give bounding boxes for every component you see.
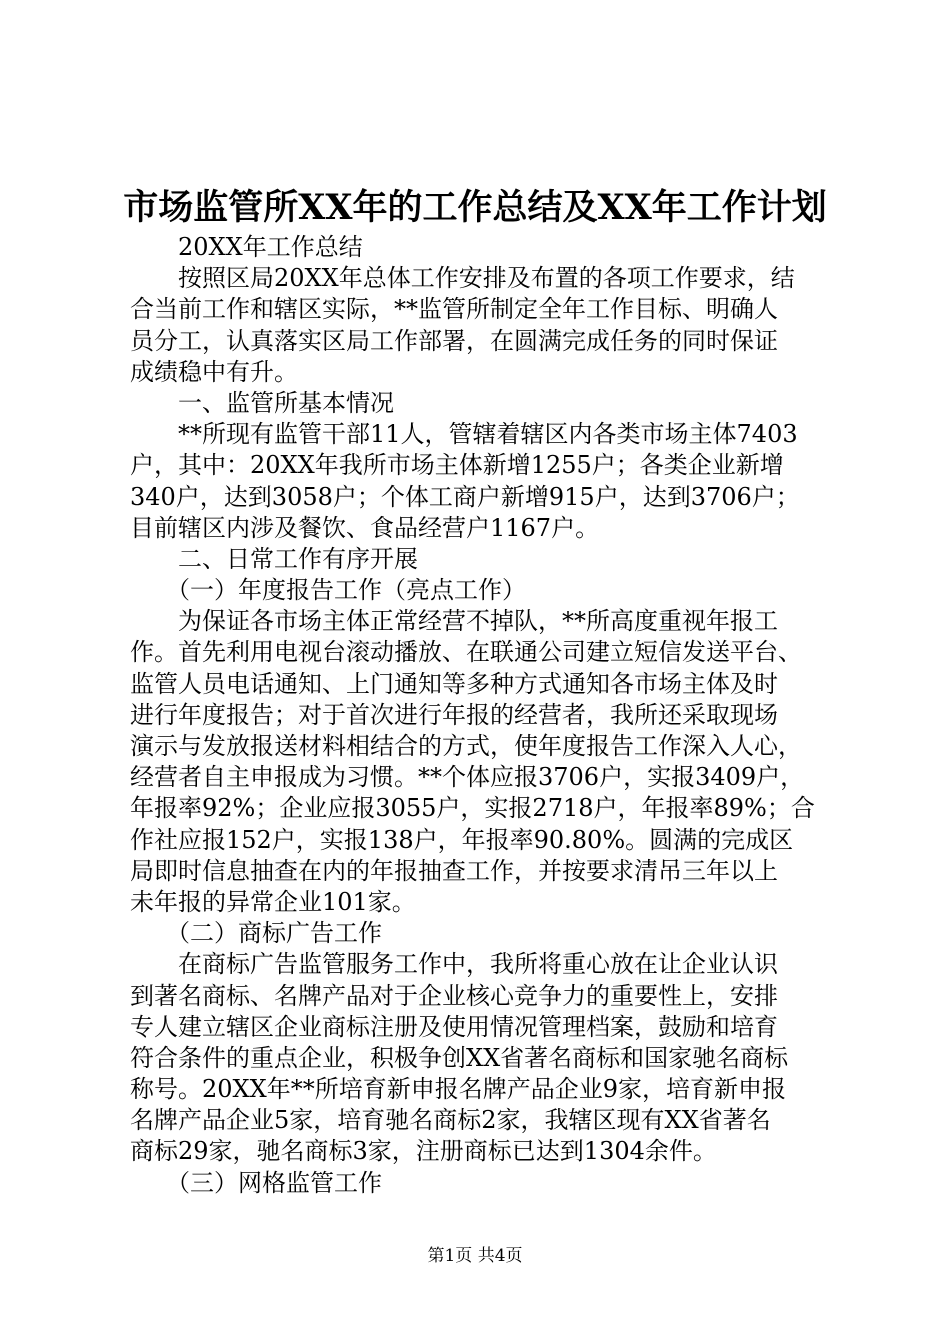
body-line: 在商标广告监管服务工作中，我所将重心放在让企业认识 (130, 950, 778, 979)
section-heading: 一、监管所基本情况 (130, 388, 394, 417)
body-line: 按照区局20XX年总体工作安排及布置的各项工作要求，结 (130, 264, 795, 293)
body-line: 演示与发放报送材料相结合的方式，使年度报告工作深入人心， (130, 732, 802, 760)
body-line: 目前辖区内涉及餐饮、食品经营户1167户。 (130, 513, 600, 542)
body-line: 成绩稳中有升。 (130, 357, 298, 386)
body-line: 作社应报152户，实报138户，年报率90.80%。圆满的完成区 (130, 825, 794, 854)
body-line: 作。首先利用电视台滚动播放、在联通公司建立短信发送平台、 (130, 638, 802, 667)
body-line: 未年报的异常企业101家。 (130, 887, 416, 916)
body-line: 经营者自主申报成为习惯。**个体应报3706户，实报3409户， (130, 763, 805, 792)
subsection-heading: （二）商标广告工作 (130, 919, 382, 948)
body-line: 符合条件的重点企业，积极争创XX省著名商标和国家驰名商标 (130, 1043, 789, 1072)
body-line: **所现有监管干部11人，管辖着辖区内各类市场主体7403 (130, 420, 798, 449)
document-body (130, 232, 830, 1199)
body-line: 专人建立辖区企业商标注册及使用情况管理档案，鼓励和培育 (130, 1012, 778, 1041)
page-number-footer: 第1页 共4页 (427, 1246, 523, 1266)
body-line: 合当前工作和辖区实际，**监管所制定全年工作目标、明确人 (130, 295, 778, 324)
body-line: 员分工，认真落实区局工作部署，在圆满完成任务的同时保证 (130, 326, 778, 355)
body-line: 局即时信息抽查在内的年报抽查工作，并按要求清吊三年以上 (130, 856, 778, 885)
body-line: 称号。20XX年**所培育新申报名牌产品企业9家，培育新申报 (130, 1075, 786, 1104)
subsection-heading: （三）网格监管工作 (130, 1168, 382, 1197)
body-line: 340户，达到3058户；个体工商户新增915户，达到3706户； (130, 482, 800, 511)
body-line: 进行年度报告；对于首次进行年报的经营者，我所还采取现场 (130, 700, 778, 729)
body-line: 年报率92%；企业应报3055户，实报2718户，年报率89%；合 (130, 794, 815, 823)
body-line: 20XX年工作总结 (130, 233, 363, 261)
body-line: 为保证各市场主体正常经营不掉队，**所高度重视年报工 (130, 607, 778, 636)
body-line: 监管人员电话通知、上门通知等多种方式通知各市场主体及时 (130, 669, 778, 698)
body-line: 商标29家，驰名商标3家，注册商标已达到1304余件。 (130, 1137, 717, 1166)
body-line: 户，其中：20XX年我所市场主体新增1255户；各类企业新增 (130, 451, 784, 480)
body-line: 到著名商标、名牌产品对于企业核心竞争力的重要性上，安排 (130, 981, 778, 1010)
document-title: 市场监管所XX年的工作总结及XX年工作计划 (123, 187, 827, 228)
subsection-heading: （一）年度报告工作（亮点工作） (130, 576, 526, 605)
body-line: 名牌产品企业5家，培育驰名商标2家，我辖区现有XX省著名 (130, 1106, 771, 1135)
section-heading: 二、日常工作有序开展 (130, 544, 418, 573)
